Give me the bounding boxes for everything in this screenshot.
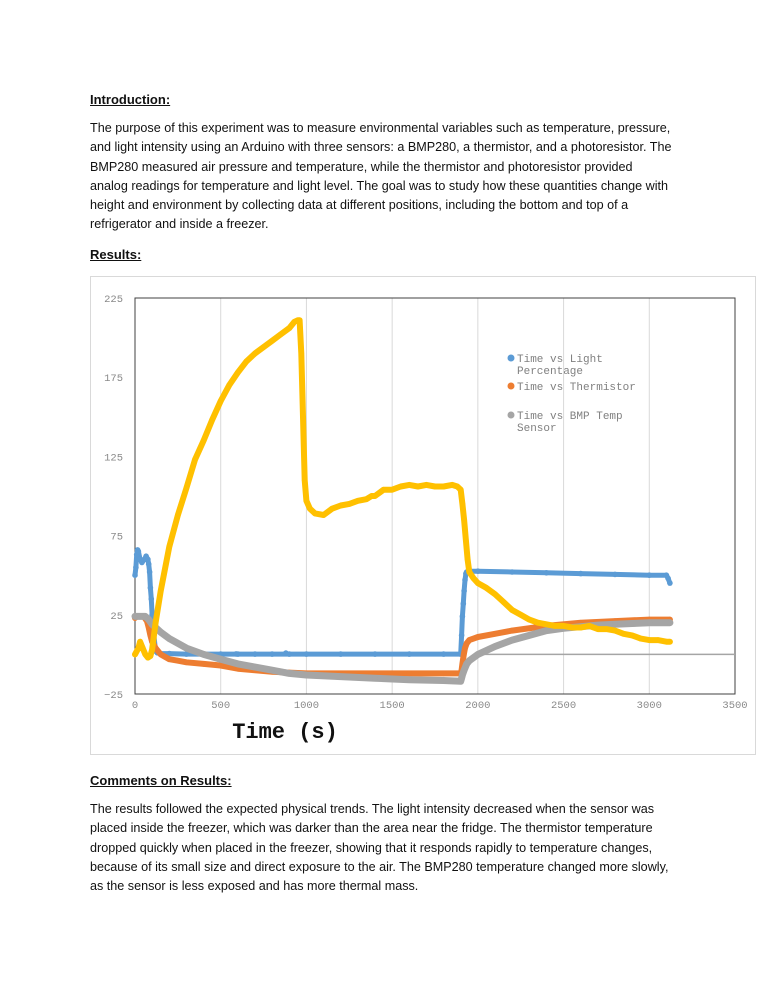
data-point: [552, 623, 558, 629]
data-point: [544, 622, 550, 628]
data-point: [304, 651, 310, 657]
comments-paragraph: [90, 800, 690, 896]
data-point: [304, 498, 310, 504]
data-point: [621, 631, 627, 637]
y-tick-label: 25: [110, 610, 123, 623]
data-point: [424, 482, 430, 488]
data-point: [492, 591, 498, 597]
data-point: [283, 650, 289, 656]
comments-line: The results followed the expected physical trends. The light intensity decreased when the sensor was: [90, 802, 655, 816]
x-tick-label: 0: [131, 700, 139, 712]
data-point: [147, 569, 153, 575]
data-point: [518, 612, 524, 618]
y-tick-label: −25: [104, 690, 123, 702]
data-point: [604, 626, 610, 632]
data-point: [184, 645, 190, 651]
data-point: [509, 628, 515, 634]
data-point: [244, 359, 250, 365]
data-point: [459, 633, 465, 639]
data-point: [475, 568, 481, 574]
data-point: [137, 614, 143, 620]
data-point: [201, 438, 207, 444]
data-point: [218, 398, 224, 404]
data-point: [527, 633, 533, 639]
data-point: [146, 617, 152, 623]
data-point: [462, 645, 468, 651]
data-point: [321, 512, 327, 518]
data-point: [461, 517, 467, 523]
data-point: [492, 644, 498, 650]
data-point: [509, 637, 515, 643]
legend-marker: [508, 412, 515, 419]
data-point: [297, 317, 303, 323]
data-point: [261, 344, 267, 350]
data-point: [252, 664, 258, 670]
intro-line: BMP280 measured air pressure and temperature, while the thermistor and photoresistor provided: [90, 159, 633, 174]
y-tick-label: 225: [104, 294, 123, 306]
data-point: [463, 538, 469, 544]
data-point: [338, 651, 344, 657]
data-point: [509, 607, 515, 613]
data-point: [218, 663, 224, 669]
comments-line: as the sensor is less exposed and has more thermal mass.: [90, 879, 419, 894]
data-point: [389, 487, 395, 493]
data-point: [184, 660, 190, 666]
comments-line: because of its small size and direct exposure to the air. The BMP280 temperature changed more slowly,: [90, 859, 669, 874]
data-point: [460, 672, 466, 678]
comments-line: dropped quickly when placed in the freezer, showing that it responds rapidly to temperature changes,: [90, 840, 653, 855]
data-point: [561, 623, 567, 629]
data-point: [535, 620, 541, 626]
chart-canvas: [91, 277, 757, 756]
results-heading: Results:: [90, 247, 142, 262]
data-point: [184, 485, 190, 491]
data-point: [441, 484, 447, 490]
comments-line: placed inside the freezer, which was darker than the area near the fridge. The thermistor temperature: [90, 821, 653, 836]
data-point: [278, 332, 284, 338]
data-point: [407, 671, 413, 677]
data-point: [492, 631, 498, 637]
data-point: [287, 671, 293, 677]
data-point: [145, 557, 151, 563]
data-point: [302, 477, 308, 483]
data-point: [407, 677, 413, 683]
data-point: [578, 625, 584, 631]
introduction-paragraph: [90, 119, 690, 235]
data-point: [372, 651, 378, 657]
data-point: [460, 501, 466, 507]
y-tick-label: 125: [104, 452, 123, 465]
data-point: [192, 457, 198, 463]
intro-line: and light intensity using an Arduino with three sensors: a BMP280, a thermistor, and a photoresistor. The: [90, 140, 672, 155]
data-point: [201, 652, 207, 658]
x-tick-label: 1500: [379, 700, 405, 712]
data-point: [312, 511, 318, 517]
data-point: [441, 651, 447, 657]
legend-entry: Sensor: [517, 423, 557, 435]
data-point: [235, 661, 241, 667]
data-point: [461, 655, 467, 661]
data-point: [218, 656, 224, 662]
data-point: [484, 585, 490, 591]
data-point: [148, 653, 154, 659]
data-point: [167, 656, 173, 662]
data-point: [175, 658, 181, 664]
data-point: [612, 628, 618, 634]
data-point: [501, 599, 507, 605]
data-point: [629, 621, 635, 627]
data-point: [167, 544, 173, 550]
series-line-time-vs-light-percentage: [135, 550, 670, 654]
data-point: [612, 622, 618, 628]
legend-entry: Percentage: [517, 366, 584, 378]
data-point: [667, 580, 673, 586]
data-point: [415, 484, 421, 490]
data-point: [449, 482, 455, 488]
data-point: [527, 617, 533, 623]
data-point: [629, 633, 635, 639]
legend-marker: [508, 355, 515, 362]
data-point: [158, 652, 164, 658]
data-point: [209, 417, 215, 423]
data-point: [467, 658, 473, 664]
intro-line: refrigerator and inside a freezer.: [90, 217, 269, 232]
data-point: [458, 487, 464, 493]
data-point: [227, 382, 233, 388]
data-point: [148, 585, 154, 591]
data-point: [372, 493, 378, 499]
data-point: [269, 651, 275, 657]
data-point: [471, 576, 477, 582]
data-point: [235, 370, 241, 376]
data-point: [158, 629, 164, 635]
data-point: [136, 549, 142, 555]
data-point: [398, 484, 404, 490]
data-point: [475, 580, 481, 586]
data-point: [647, 637, 653, 643]
data-point: [304, 672, 310, 678]
series-line-unlabeled: [135, 320, 670, 657]
data-point: [461, 667, 467, 673]
data-point: [269, 667, 275, 673]
data-point: [137, 639, 143, 645]
intro-line: analog readings for temperature and light level. The goal was to study how these quantities change with: [90, 178, 669, 193]
data-point: [578, 571, 584, 577]
data-point: [587, 623, 593, 629]
data-point: [364, 496, 370, 502]
data-point: [465, 557, 471, 563]
data-point: [544, 628, 550, 634]
data-point: [467, 569, 473, 575]
data-point: [140, 645, 146, 651]
data-point: [441, 678, 447, 684]
data-point: [647, 572, 653, 578]
data-point: [509, 569, 515, 575]
y-tick-label: 75: [110, 531, 123, 544]
intro-line: height and environment by collecting data at different positions, including the bottom and top of a: [90, 198, 629, 213]
data-point: [132, 652, 138, 658]
data-point: [269, 338, 275, 344]
intro-line: The purpose of this experiment was to measure environmental variables such as temperature, pressure,: [90, 121, 671, 135]
x-tick-label: 2000: [465, 700, 491, 712]
data-point: [461, 588, 467, 594]
data-point: [252, 351, 258, 357]
data-point: [329, 506, 335, 512]
introduction-heading: Introduction:: [90, 92, 171, 107]
y-tick-label: 175: [104, 373, 123, 386]
data-point: [252, 651, 258, 657]
legend-marker: [508, 383, 515, 390]
data-point: [167, 636, 173, 642]
comments-heading: Comments on Results:: [90, 773, 232, 788]
data-point: [595, 626, 601, 632]
data-point: [133, 565, 139, 571]
data-point: [667, 620, 673, 626]
data-point: [287, 325, 293, 331]
sensor-chart: [90, 276, 756, 755]
legend-entry: Time vs Light: [517, 354, 603, 366]
data-point: [569, 625, 575, 631]
data-point: [338, 674, 344, 680]
data-point: [307, 506, 313, 512]
data-point: [233, 651, 239, 657]
data-point: [638, 636, 644, 642]
data-point: [667, 639, 673, 645]
data-point: [338, 503, 344, 509]
legend-entry: Time vs Thermistor: [517, 382, 636, 394]
data-point: [355, 498, 361, 504]
data-point: [475, 652, 481, 658]
data-point: [153, 620, 159, 626]
data-point: [158, 588, 164, 594]
plot-area-border: [135, 298, 735, 694]
data-point: [475, 634, 481, 640]
data-point: [149, 647, 155, 653]
data-point: [132, 614, 138, 620]
data-point: [132, 572, 138, 578]
data-point: [647, 620, 653, 626]
x-tick-label: 2500: [550, 700, 577, 712]
data-point: [461, 650, 467, 656]
data-point: [381, 487, 387, 493]
x-tick-label: 500: [211, 700, 231, 712]
data-point: [407, 482, 413, 488]
x-axis-title: Time (s): [232, 720, 338, 745]
data-point: [372, 675, 378, 681]
x-tick-label: 3000: [636, 700, 662, 712]
data-point: [175, 512, 181, 518]
data-point: [300, 414, 306, 420]
data-point: [146, 561, 152, 567]
data-point: [460, 614, 466, 620]
data-point: [299, 351, 305, 357]
x-tick-label: 3500: [722, 700, 748, 712]
data-point: [407, 651, 413, 657]
x-tick-label: 1000: [293, 700, 320, 712]
data-point: [462, 577, 468, 583]
data-point: [347, 501, 353, 507]
data-point: [612, 572, 618, 578]
data-point: [441, 671, 447, 677]
data-point: [201, 661, 207, 667]
data-point: [149, 596, 155, 602]
data-point: [461, 601, 467, 607]
legend-entry: Time vs BMP Temp: [517, 411, 623, 423]
data-point: [544, 570, 550, 576]
data-point: [432, 484, 438, 490]
data-point: [655, 637, 661, 643]
data-point: [467, 637, 473, 643]
